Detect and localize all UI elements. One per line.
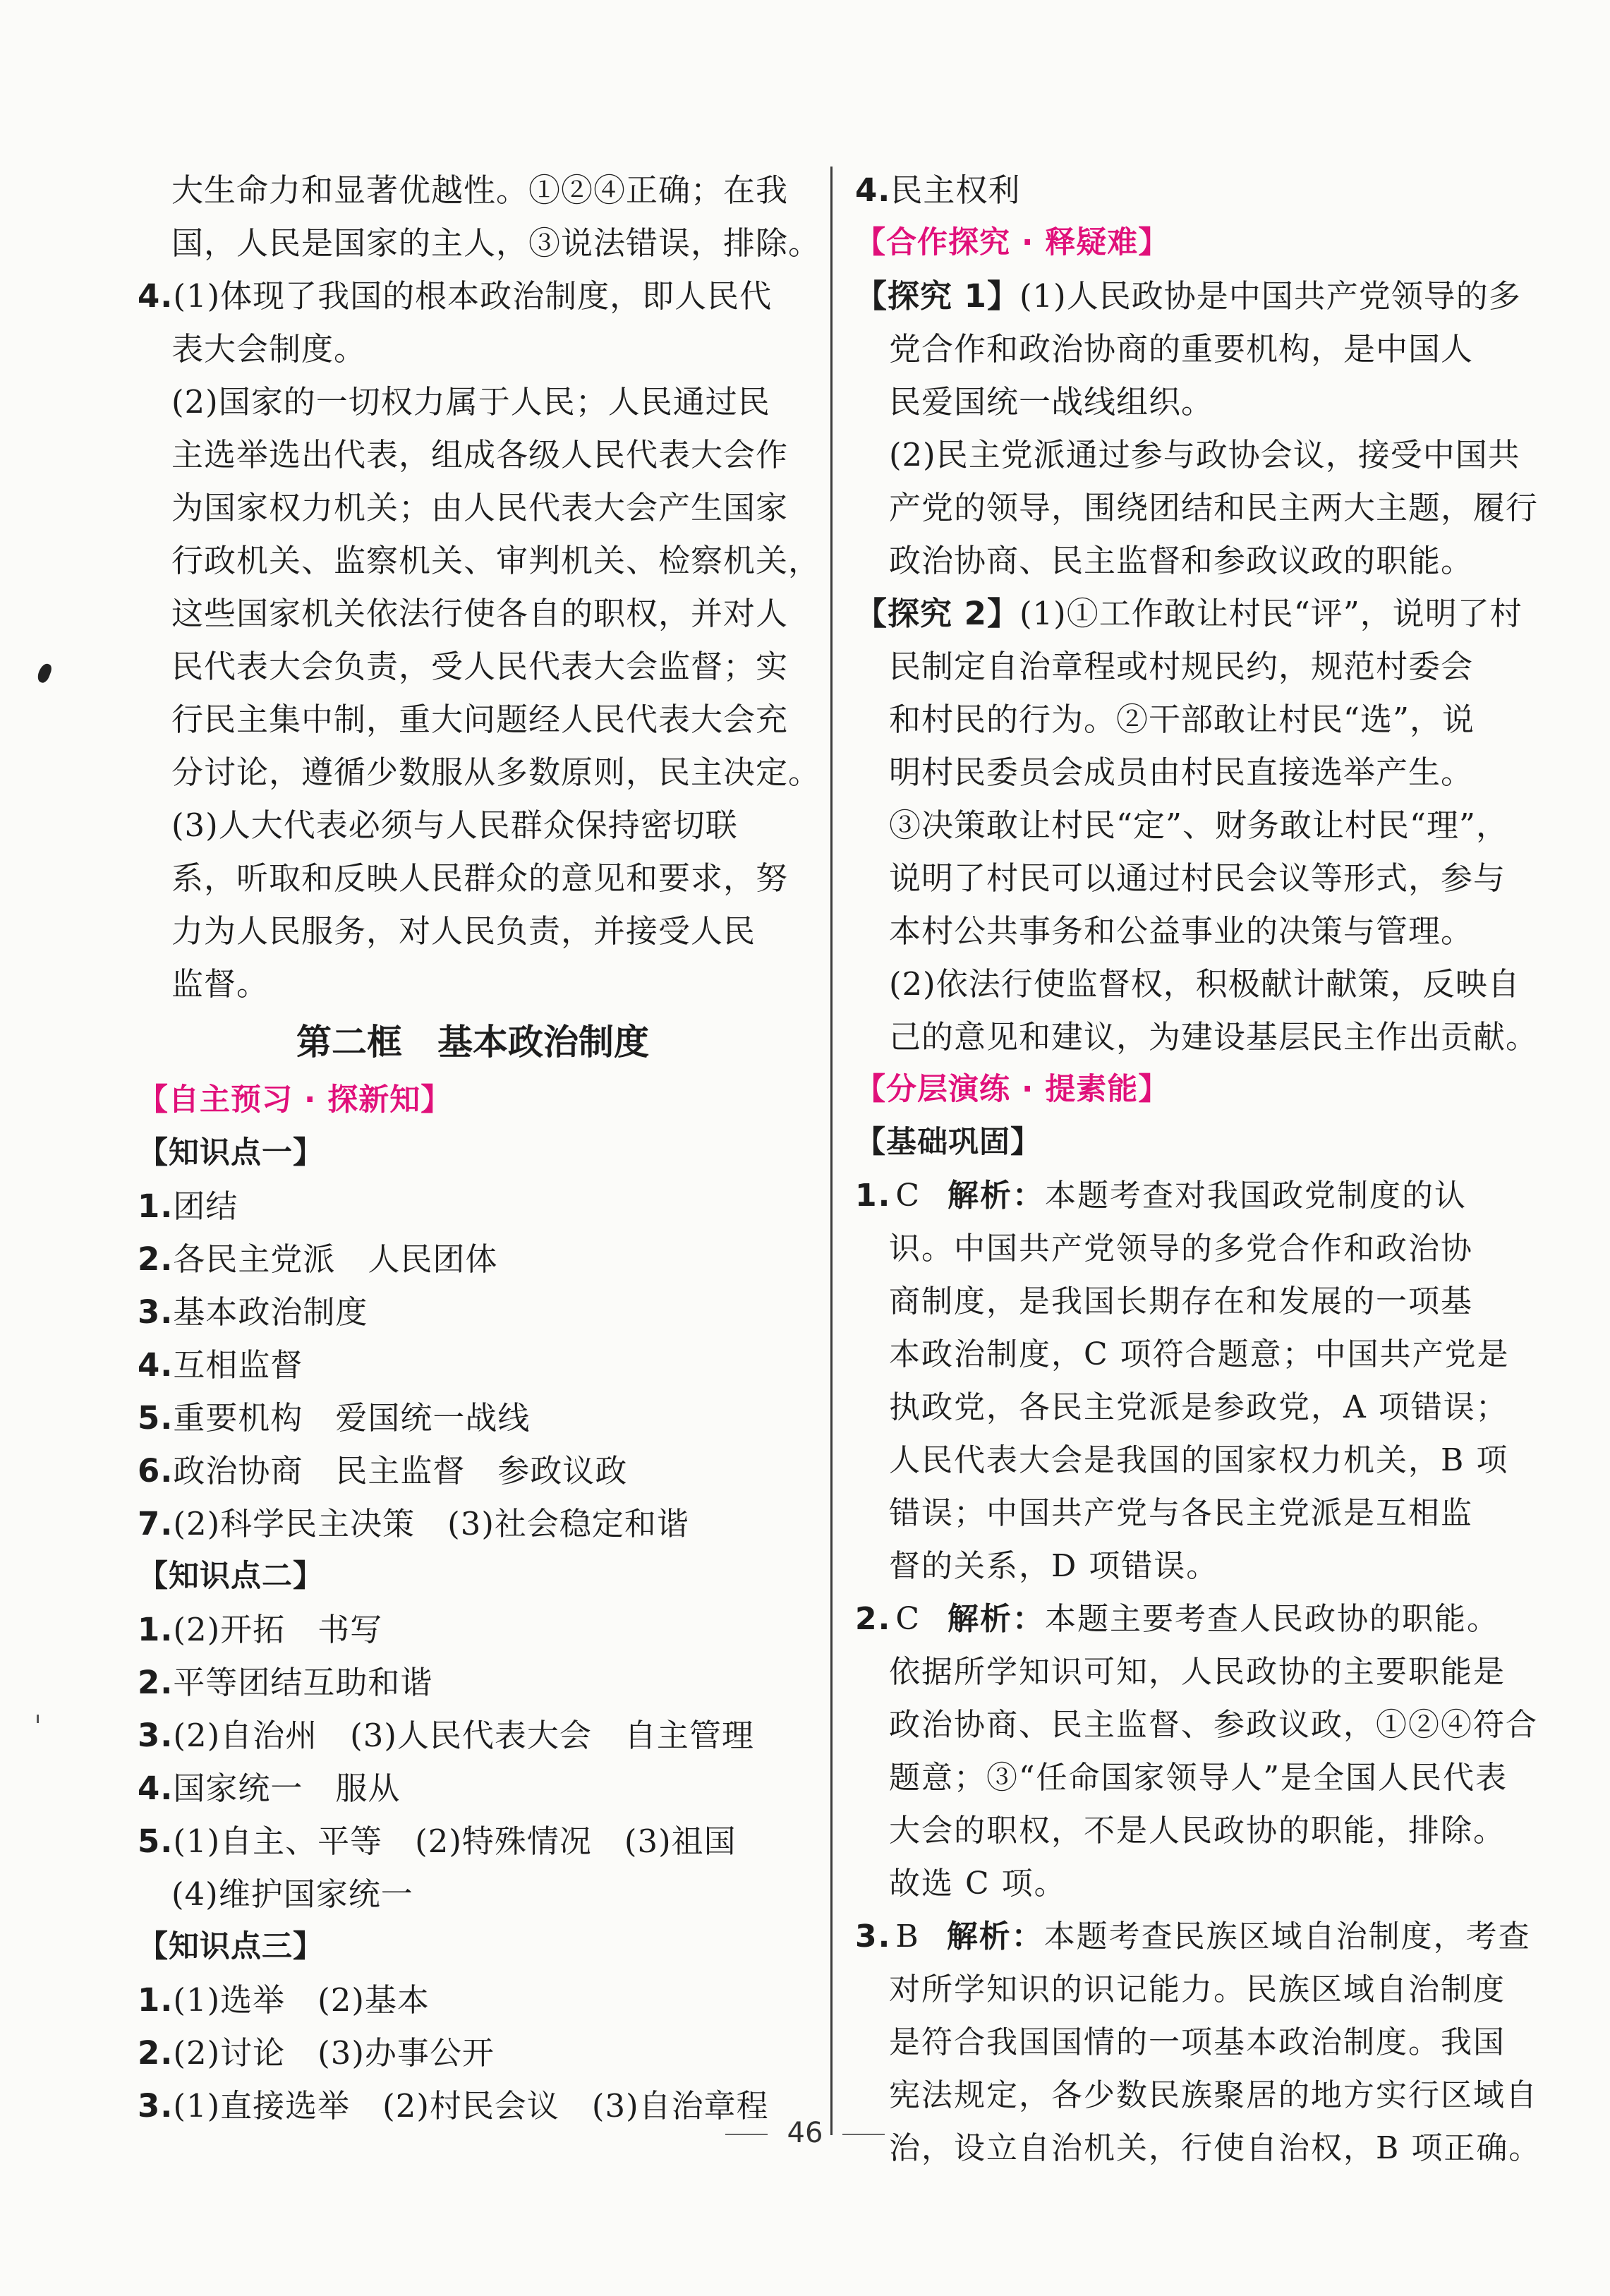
- knowledge-point-heading: 【知识点一】: [138, 1135, 324, 1171]
- list-item: [138, 1762, 808, 1815]
- text-line: 行民主集中制，重大问题经人民代表大会充: [171, 701, 789, 738]
- item-text: 团结: [173, 1188, 238, 1225]
- section-heading: 【分层演练 · 提素能】: [855, 1072, 1170, 1107]
- answer-letter: C: [895, 1178, 921, 1214]
- item-number: 1.: [138, 1188, 174, 1225]
- column-divider: [830, 167, 833, 2135]
- text-line: 本村公共事务和公益事业的决策与管理。: [889, 912, 1474, 950]
- text-line: 和村民的行为。②干部敢让村民“选”，说: [889, 701, 1475, 738]
- text-line: 识。中国共产党领导的多党合作和政治协: [889, 1231, 1473, 1267]
- frame-title: 第二框 基本政治制度: [296, 1022, 649, 1063]
- text-line: (3)人大代表必须与人民群众保持密切联: [171, 806, 738, 844]
- item-number: 4.: [138, 1346, 174, 1384]
- text-line: 民制定自治章程或村规民约，规范村委会: [889, 648, 1474, 685]
- text-line: 督的关系，D 项错误。: [889, 1548, 1219, 1584]
- item-number: 3.: [138, 2087, 174, 2125]
- answer-number: 2.: [855, 1601, 892, 1637]
- text-line: 题意；③“任命国家领导人”是全国人民代表: [889, 1760, 1508, 1796]
- item-number: 5.: [138, 1399, 174, 1437]
- text-line: 对所学知识的识记能力。民族区域自治制度: [889, 1971, 1506, 2007]
- item-number: 4.: [138, 1770, 174, 1807]
- text-line: 力为人民服务，对人民负责，并接受人民: [171, 912, 756, 950]
- answer-3-line: [855, 1910, 1531, 1963]
- text-line: 治，设立自治机关，行使自治权，B 项正确。: [889, 2130, 1542, 2166]
- section-heading: 【自主预习 · 探新知】: [138, 1082, 452, 1118]
- item-number: 6.: [138, 1452, 174, 1490]
- analysis-text: 本题主要考查人民政协的职能。: [1045, 1601, 1500, 1637]
- item-text: (2)开拓 书写: [173, 1611, 383, 1648]
- right-column: [855, 164, 1542, 2175]
- item-text: 重要机构 爱国统一战线: [173, 1399, 531, 1437]
- inquiry-2-line: [855, 587, 1523, 640]
- analysis-label: 解析：: [946, 1919, 1044, 1954]
- answer-letter: C: [895, 1601, 921, 1637]
- text-line: 系，听取和反映人民群众的意见和要求，努: [171, 859, 789, 897]
- item-text: 平等团结互助和谐: [173, 1664, 433, 1701]
- answer-letter: B: [895, 1919, 920, 1954]
- text-line: 政治协商、民主监督和参政议政的职能。: [889, 542, 1474, 579]
- page-number-text: 46: [787, 2117, 823, 2149]
- list-item: [138, 1339, 808, 1391]
- item-text: (1)直接选举 (2)村民会议 (3)自治章程: [173, 2087, 769, 2125]
- item-text: 各民主党派 人民团体: [173, 1240, 498, 1278]
- list-item: [138, 1603, 808, 1656]
- text-line: 大生命力和显著优越性。①②④正确；在我: [171, 171, 789, 209]
- inquiry-text: (1)人民政协是中国共产党领导的多: [1019, 277, 1521, 315]
- list-item: [855, 164, 1515, 217]
- text-line: 政治协商、民主监督、参政议政，①②④符合: [889, 1707, 1538, 1743]
- item-text: (2)科学民主决策 (3)社会稳定和谐: [173, 1505, 689, 1542]
- left-column: [138, 164, 821, 2132]
- answer-2-line: [855, 1593, 1515, 1645]
- answer-1-line: [855, 1169, 1515, 1222]
- item-number: 5.: [138, 1823, 174, 1860]
- item-text: 政治协商 民主监督 参政议政: [173, 1452, 628, 1490]
- page-dash: [725, 2134, 768, 2135]
- item-number: 4.: [855, 171, 891, 209]
- list-item: [138, 1444, 808, 1497]
- knowledge-point-heading: 【知识点三】: [138, 1929, 324, 1964]
- inquiry-label: 【探究 1】: [855, 277, 1019, 315]
- item-number: 3.: [138, 1293, 174, 1331]
- inquiry-label: 【探究 2】: [855, 595, 1019, 632]
- list-item: [138, 1709, 808, 1762]
- item-text: (1)选举 (2)基本: [173, 1981, 430, 2019]
- text-line: (2)民主党派通过参与政协会议，接受中国共: [889, 436, 1520, 473]
- item-text: 国家统一 服从: [173, 1770, 401, 1807]
- answer-number: 3.: [855, 1919, 892, 1954]
- answer-text: (1)体现了我国的根本政治制度，即人民代: [173, 277, 773, 315]
- text-line: (2)依法行使监督权，积极献计献策，反映自: [889, 965, 1520, 1003]
- text-line: 故选 C 项。: [889, 1866, 1067, 1902]
- answer-number: 4.: [138, 277, 174, 315]
- text-line: 错误；中国共产党与各民主党派是互相监: [889, 1495, 1473, 1531]
- text-line: 这些国家机关依法行使各自的职权，并对人: [171, 595, 789, 632]
- section-heading: 【合作探究 · 释疑难】: [855, 225, 1170, 260]
- text-line: 民代表大会负责，受人民代表大会监督；实: [171, 648, 789, 685]
- item-text: (1)自主、平等 (2)特殊情况 (3)祖国: [173, 1823, 737, 1860]
- item-number: 2.: [138, 1240, 174, 1278]
- inquiry-text: (1)①工作敢让村民“评”，说明了村: [1019, 595, 1523, 632]
- item-number: 3.: [138, 1717, 174, 1754]
- item-text: (2)自治州 (3)人民代表大会 自主管理: [173, 1717, 754, 1754]
- text-line: 表大会制度。: [171, 330, 367, 368]
- item-number: 1.: [138, 1611, 174, 1648]
- item-text: 基本政治制度: [173, 1293, 368, 1331]
- list-item: [138, 1180, 808, 1233]
- analysis-label: 解析：: [948, 1178, 1046, 1214]
- text-line: 明村民委员会成员由村民直接选举产生。: [889, 754, 1474, 791]
- page-dash: [842, 2134, 885, 2135]
- text-line: 执政党，各民主党派是参政党，A 项错误；: [889, 1389, 1508, 1425]
- list-item: [138, 1233, 808, 1286]
- answer-4-line: [138, 270, 808, 322]
- item-number: 1.: [138, 1981, 174, 2019]
- text-line: 本政治制度，C 项符合题意；中国共产党是: [889, 1336, 1510, 1372]
- analysis-text: 本题考查民族区域自治制度，考查: [1043, 1919, 1531, 1954]
- item-text: (2)讨论 (3)办事公开: [173, 2034, 495, 2072]
- text-line: 依据所学知识可知，人民政协的主要职能是: [889, 1654, 1506, 1690]
- text-line: 行政机关、监察机关、审判机关、检察机关，: [171, 542, 821, 579]
- text-line: 为国家权力机关；由人民代表大会产生国家: [171, 489, 789, 526]
- text-line: 分讨论，遵循少数服从多数原则，民主决定。: [171, 754, 821, 791]
- text-line: (4)维护国家统一: [171, 1875, 413, 1913]
- inquiry-1-line: [855, 270, 1521, 322]
- text-line: 党合作和政治协商的重要机构，是中国人: [889, 330, 1474, 368]
- item-text: 互相监督: [173, 1346, 303, 1384]
- item-number: 2.: [138, 1664, 174, 1701]
- text-line: 主选举选出代表，组成各级人民代表大会作: [171, 436, 789, 473]
- text-line: 监督。: [171, 965, 270, 1003]
- ink-smudge: [36, 662, 54, 684]
- analysis-label: 解析：: [948, 1601, 1046, 1637]
- item-number: 7.: [138, 1505, 174, 1542]
- item-text: 民主权利: [890, 171, 1021, 209]
- knowledge-point-heading: 【知识点二】: [138, 1559, 324, 1594]
- list-item: [138, 1656, 808, 1709]
- text-line: (2)国家的一切权力属于人民；人民通过民: [171, 383, 770, 421]
- list-item: [138, 2026, 808, 2079]
- text-line: 宪法规定，各少数民族聚居的地方实行区域自: [889, 2077, 1538, 2113]
- item-number: 2.: [138, 2034, 174, 2072]
- list-item: [138, 1974, 808, 2026]
- ink-mark: [37, 1715, 39, 1723]
- list-item: [138, 1286, 808, 1339]
- text-line: 说明了村民可以通过村民会议等形式，参与: [889, 859, 1506, 897]
- page-number: [0, 2117, 1610, 2149]
- answer-number: 1.: [855, 1178, 892, 1214]
- text-line: 国，人民是国家的主人，③说法错误，排除。: [171, 224, 821, 262]
- text-line: ③决策敢让村民“定”、财务敢让村民“理”，: [889, 806, 1509, 844]
- list-item: [138, 1497, 808, 1550]
- text-line: 人民代表大会是我国的国家权力机关，B 项: [889, 1442, 1509, 1478]
- text-line: 产党的领导，围绕团结和民主两大主题，履行: [889, 489, 1539, 526]
- text-line: 民爱国统一战线组织。: [889, 383, 1214, 421]
- sub-heading: 【基础巩固】: [855, 1125, 1041, 1160]
- analysis-text: 本题考查对我国政党制度的认: [1045, 1178, 1467, 1214]
- list-item: [138, 1815, 808, 1868]
- text-line: 商制度，是我国长期存在和发展的一项基: [889, 1283, 1473, 1319]
- list-item: [138, 1391, 808, 1444]
- text-line: 是符合我国国情的一项基本政治制度。我国: [889, 2024, 1506, 2060]
- text-line: 己的意见和建议，为建设基层民主作出贡献。: [889, 1018, 1539, 1056]
- text-line: 大会的职权，不是人民政协的职能，排除。: [889, 1813, 1506, 1849]
